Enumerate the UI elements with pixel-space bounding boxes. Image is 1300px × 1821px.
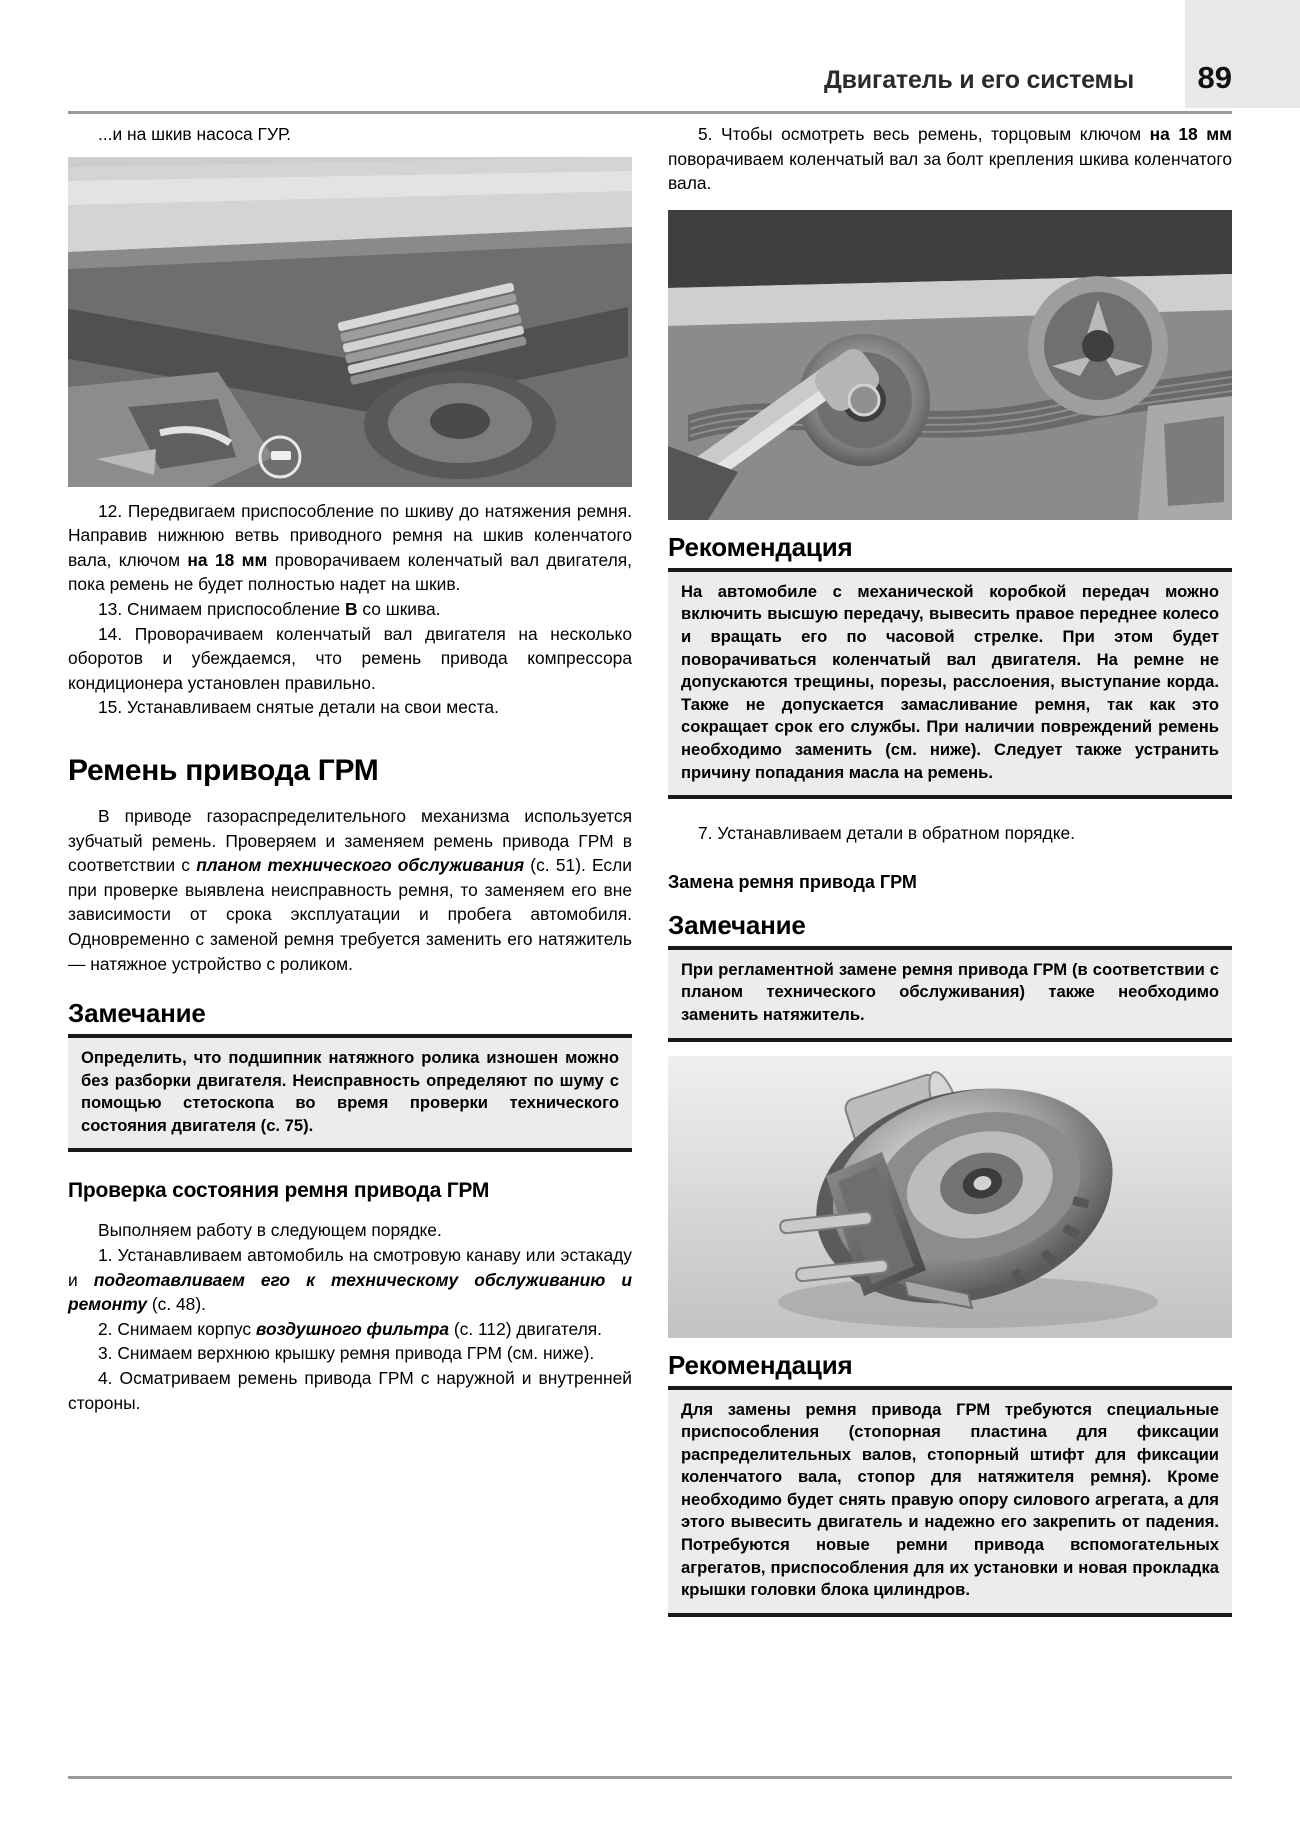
callout-title-note-right: Замечание <box>668 909 806 940</box>
ref-maintenance-plan: планом технического обслуживания <box>196 855 525 876</box>
torque-spec-18mm-right: на 18 мм <box>1149 124 1232 144</box>
header-title: Двигатель и его системы <box>824 66 1134 94</box>
callout-note-left-text: Определить, что подшипник натяжного ролика изношен можно без разборки двигателя. Неисправность определяют по шуму с помощью стетоскопа во время проверки технического состояния двигателя (с. 75). <box>81 1048 619 1135</box>
photo-tensioner-roller <box>668 1056 1232 1338</box>
step-2: 2. Снимаем корпус воздушного фильтра (с. 112) двигателя. <box>98 1318 602 1339</box>
callout-title-recommendation-top: Рекомендация <box>668 531 853 562</box>
part-label-b: В <box>344 598 358 619</box>
paragraph-5: 5. Чтобы осмотреть весь ремень, торцовым ключом на 18 мм поворачиваем коленчатый вал за болт крепления шкива коленчатого вала. <box>668 124 1232 194</box>
torque-spec-18mm: на 18 мм <box>187 549 268 570</box>
callout-recommendation-bottom-text: Для замены ремня привода ГРМ требуются специальные приспособления (стопорная пластина для фиксации распределительных валов, стопорный штифт для фиксации коленчатого вала, стопор для натяжителя ремня). Кроме необходимо будет снять правую опору силового агрегата, а для этого вывесить двигатель и надежно его закрепить от падения. Потребуются новые ремни привода вспомогательных агрегатов, приспособления для их установки и новая прокладка крышки головки блока цилиндров. <box>681 1399 1219 1600</box>
callout-note-left <box>68 1034 632 1152</box>
paragraph-timing-belt-intro: В приводе газораспределительного механизма используется зубчатый ремень. Проверяем и заменяем ремень привода ГРМ в соответствии с планом технического обслуживания (с. 51). Если при проверке выявлена неисправность ремня, то заменяем его вне зависимости от срока эксплуатации и пробега автомобиля. Одновременно с заменой ремня требуется заменить его натяжитель — натяжное устройство с роликом. <box>68 805 632 974</box>
right-column <box>668 122 1232 1617</box>
page-number: 89 <box>1197 60 1232 95</box>
two-column-body <box>68 122 1232 1617</box>
paragraph-15: 15. Устанавливаем снятые детали на свои места. <box>98 697 499 718</box>
heading-timing-belt: Ремень привода ГРМ <box>68 753 379 787</box>
caption-top: ...и на шкив насоса ГУР. <box>98 124 292 144</box>
step-3: 3. Снимаем верхнюю крышку ремня привода ГРМ (см. ниже). <box>98 1343 595 1364</box>
heading-belt-replacement: Замена ремня привода ГРМ <box>668 871 917 892</box>
header-divider <box>68 111 1232 114</box>
heading-belt-inspection: Проверка состояния ремня привода ГРМ <box>68 1179 490 1203</box>
callout-title-note-left: Замечание <box>68 998 206 1029</box>
paragraph-12: 12. Передвигаем приспособление по шкиву до натяжения ремня. Направив нижнюю ветвь приводного ремня на шкив коленчатого вала, ключом на 18 мм проворачиваем коленчатый вал двигателя, пока ремень не будет полностью надет на шкив. <box>68 500 632 595</box>
callout-recommendation-bottom <box>668 1386 1232 1617</box>
ref-air-filter: воздушного фильтра <box>255 1318 450 1339</box>
step-4: 4. Осматриваем ремень привода ГРМ с наружной и внутренней стороны. <box>68 1368 632 1413</box>
ref-prepare-for-service: подготавливаем его к техническому обслуживанию и ремонту <box>68 1269 632 1315</box>
callout-title-recommendation-bottom: Рекомендация <box>668 1349 853 1380</box>
photo-belt-on-pulley <box>68 157 632 487</box>
running-header <box>68 60 1232 104</box>
callout-note-right-text: При регламентной замене ремня привода ГРМ (в соответствии с планом технического обслуживания) также необходимо заменить натяжитель. <box>681 959 1219 1024</box>
step-1: 1. Устанавливаем автомобиль на смотровую канаву или эстакаду и подготавливаем его к техническому обслуживанию и ремонту (с. 48). <box>68 1245 632 1315</box>
paragraph-13: 13. Снимаем приспособление В со шкива. <box>98 598 441 619</box>
left-column <box>68 122 632 1617</box>
paragraph-7: 7. Устанавливаем детали в обратном порядке. <box>698 823 1076 844</box>
paragraph-work-order: Выполняем работу в следующем порядке. <box>98 1220 442 1241</box>
callout-recommendation-top-text: На автомобиле с механической коробкой передач можно включить высшую передачу, вывесить правое переднее колесо и вращать его по часовой стрелке. При этом будет поворачиваться коленчатый вал двигателя. На ремне не допускаются трещины, порезы, расслоения, выступание корда. Также не допускается замасливание ремня, так как это сокращает срок его службы. При наличии повреждений ремень необходимо заменить (см. ниже). Следует также устранить причину попадания масла на ремень. <box>681 581 1219 782</box>
callout-note-right <box>668 946 1232 1042</box>
footer-divider <box>68 1776 1232 1779</box>
callout-recommendation-top <box>668 568 1232 799</box>
photo-ratchet-crank-bolt <box>668 210 1232 520</box>
paragraph-14: 14. Проворачиваем коленчатый вал двигателя на несколько оборотов и убеждаемся, что ремень привода компрессора кондиционера установлен правильно. <box>68 623 632 693</box>
